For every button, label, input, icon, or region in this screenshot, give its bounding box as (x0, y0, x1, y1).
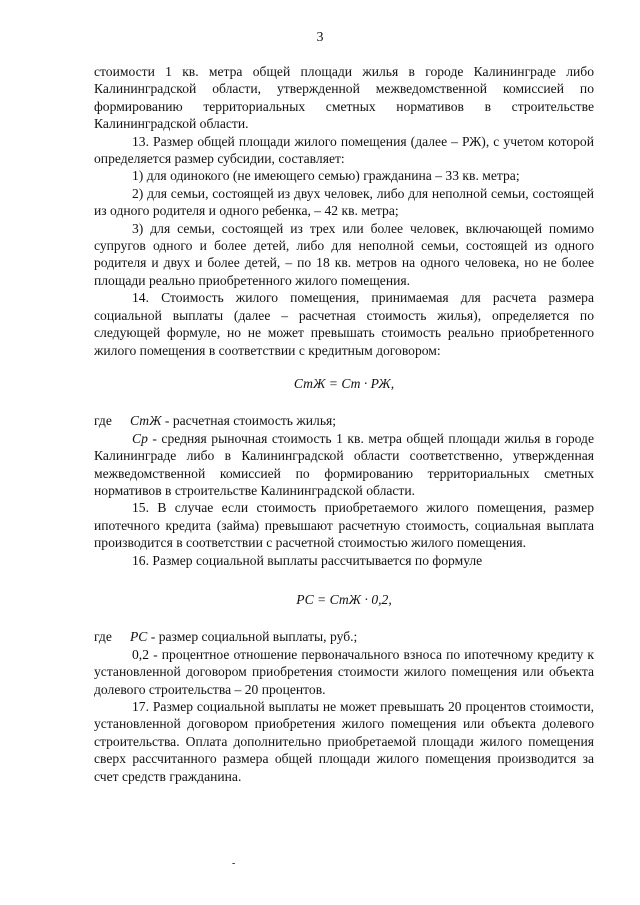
symbol-stzh: СтЖ (130, 413, 162, 429)
definition-stzh (94, 412, 594, 429)
paragraph-16: 16. Размер социальной выплаты рассчитывается по формуле (132, 552, 483, 568)
definition-coefficient: 0,2 - процентное отношение первоначального взноса по ипотечному кредиту к установленной договором приобретения стоимости жилого помещения или объекта долевого строительства – 20 процентов. (94, 646, 594, 697)
page-number: 3 (316, 30, 324, 45)
definition-lead: где (94, 629, 112, 645)
formula-rs: РС = СтЖ · 0,2, (296, 591, 392, 607)
symbol-rs: РС (130, 629, 148, 645)
paragraph-13-item-3: 3) для семьи, состоящей из трех или более человек, включающей помимо супругов одного и более детей, либо для неполной семьи, состоящей из одного родителя и двух и более детей, – по 18 кв. метров на одного человека, но не более площади реально приобретенного жилого помещения. (94, 220, 594, 288)
definition-rs (94, 628, 594, 645)
definition-stzh-text: - расчетная стоимость жилья; (161, 413, 337, 429)
document-body (94, 63, 594, 785)
definition-sr (94, 430, 594, 500)
definition-lead: где (94, 413, 112, 429)
paragraph-13-item-1: 1) для одинокого (не имеющего семью) гражданина – 33 кв. метра; (132, 168, 520, 184)
paragraph-13-item-2: 2) для семьи, состоящей из двух человек, либо для неполной семьи, состоящей из одного родителя и одного ребенка, – 42 кв. метра; (94, 185, 594, 219)
formula-stzh: СтЖ = Ст · РЖ, (293, 375, 395, 391)
footer-mark: - (232, 858, 236, 869)
paragraph-15: 15. В случае если стоимость приобретаемого жилого помещения, размер ипотечного кредита (займа) превышают расчетную стоимость, социальная выплата производится в соответствии с расчетной стоимостью жилого помещения. (94, 500, 594, 551)
definition-rs-text: - размер социальной выплаты, руб.; (147, 629, 358, 645)
paragraph-14: 14. Стоимость жилого помещения, принимаемая для расчета размера социальной выплаты (далее – расчетная стоимость жилья), определяется по следующей формуле, но не может превышать стоимость реально приобретенного жилого помещения в соответствии с кредитным договором: (94, 290, 594, 358)
definition-sr-text: - средняя рыночная стоимость 1 кв. метра общей площади жилья в городе Калининграде либо в Калининградской области соответственно, утвержденная межведомственной комиссией по формированию территориальных сметных нормативов в строительстве Калининградской области. (94, 430, 594, 498)
paragraph-17: 17. Размер социальной выплаты не может превышать 20 процентов стоимости, установленной договором приобретения жилого помещения или объекта долевого строительства. Оплата дополнительно приобретаемой площади жилого помещения сверх рассчитанного размера общей площади жилого помещения производится за счет средств гражданина. (94, 699, 594, 784)
symbol-sr: Ср (132, 430, 148, 446)
paragraph-continuation: стоимости 1 кв. метра общей площади жилья в городе Калининграде либо Калининградской области, утвержденной межведомственной комиссией по формированию территориальных сметных нормативов в строительстве Калининградской области. (94, 64, 594, 132)
paragraph-13: 13. Размер общей площади жилого помещения (далее – РЖ), с учетом которой определяется размер субсидии, составляет: (94, 133, 594, 167)
